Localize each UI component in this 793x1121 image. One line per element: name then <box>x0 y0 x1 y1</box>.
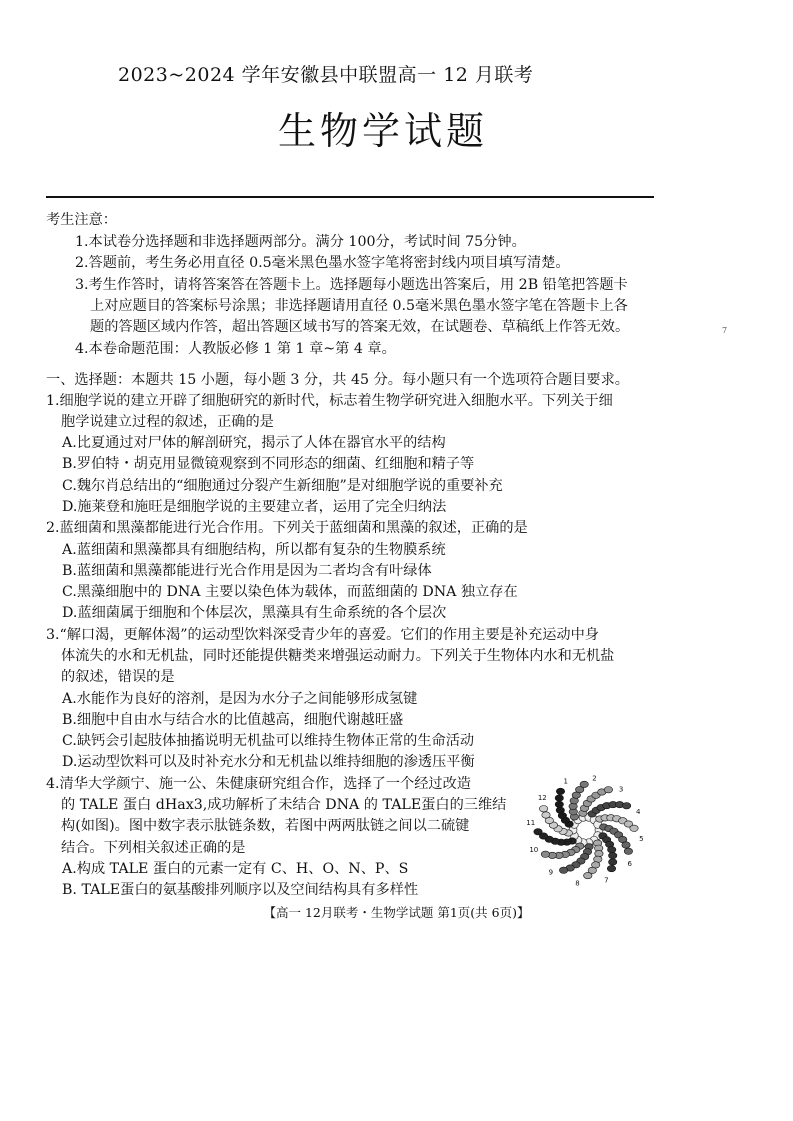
helix-bead <box>609 852 617 858</box>
helix-bead <box>559 867 567 873</box>
question-2-option-d: D.蓝细菌属于细胞和个体层次，黑藻具有生命系统的各个层次 <box>62 605 447 621</box>
strand-label: 7 <box>604 876 609 885</box>
question-1-stem: 1.细胞学说的建立开辟了细胞研究的新时代，标志着生物学研究进入细胞水平。下列关于细 <box>46 393 613 409</box>
strand-label: 5 <box>639 835 644 844</box>
helix-bead <box>622 842 630 848</box>
notice-item-1: 1.本试卷分选择题和非选择题两部分。满分 100分，考试时间 75分钟。 <box>75 234 526 250</box>
question-1-option-d: D.施莱登和施旺是细胞学说的主要建立者，运用了完全归纳法 <box>62 499 447 515</box>
question-2-option-a: A.蓝细菌和黑藻都具有细胞结构，所以都有复杂的生物膜系统 <box>62 542 446 558</box>
helix-bead <box>608 847 616 853</box>
helix-bead <box>607 865 615 871</box>
question-2-stem: 2.蓝细菌和黑藻都能进行光合作用。下列关于蓝细菌和黑藻的叙述，正确的是 <box>46 520 528 536</box>
helix-bead <box>555 801 563 807</box>
question-2-option-c: C.黑藻细胞中的 DNA 主要以染色体为载体，而蓝细菌的 DNA 独立存在 <box>62 584 518 600</box>
question-3-stem: 3.“解口渴，更解体渴”的运动型饮料深受青少年的喜爱。它们的作用主要是补充运动中身 <box>46 627 599 643</box>
question-3-option-b: B.细胞中自由水与结合水的比值越高，细胞代谢越旺盛 <box>62 712 404 728</box>
helix-bead <box>622 803 630 809</box>
page-footer: 【高一 12月联考・生物学试题 第1页(共 6页)】 <box>263 905 530 920</box>
strand-label: 2 <box>592 774 597 783</box>
helix-bead <box>609 859 617 865</box>
helix-bead <box>556 788 564 794</box>
helix-bead <box>584 872 592 878</box>
question-3-option-a: A.水能作为良好的溶剂，是因为水分子之间能够形成氢键 <box>62 691 418 707</box>
section-heading: 一、选择题：本题共 15 小题，每小题 3 分，共 45 分。每小题只有一个选项符合题目要求。 <box>46 372 629 388</box>
strand-label: 8 <box>575 879 580 886</box>
helix-bead <box>580 781 588 787</box>
helix-bead <box>624 848 632 854</box>
protein-structure-diagram <box>506 770 662 886</box>
tale-protein-figure <box>506 770 662 886</box>
strand-label: 4 <box>635 807 641 816</box>
helix-bead <box>604 787 612 793</box>
question-4-stem-cont: 的 TALE 蛋白 dHax3,成功解析了未结合 DNA 的 TALE蛋白的三维结 <box>61 797 507 813</box>
strand-label: 3 <box>618 785 624 794</box>
notice-item-2: 2.答题前，考生务必用直径 0.5毫米黑色墨水签字笔将密封线内项目填写清楚。 <box>75 255 570 271</box>
notice-item-3-cont: 上对应题目的答案标号涂黑；非选择题请用直径 0.5毫米黑色墨水签字笔在答题卡上各 <box>90 298 628 314</box>
margin-mark: 7 <box>722 326 728 335</box>
helix-bead <box>539 806 547 812</box>
question-1-option-b: B.罗伯特・胡克用显微镜观察到不同形态的细菌、红细胞和精子等 <box>62 456 475 472</box>
strand-label: 12 <box>537 793 547 802</box>
strand-label: 9 <box>548 868 554 877</box>
notice-item-3: 3.考生作答时，请将答案答在答题卡上。选择题每小题选出答案后，用 2B 铅笔把答题卡 <box>75 277 628 293</box>
question-1-option-a: A.比夏通过对尸体的解剖研究，揭示了人体在器官水平的结构 <box>62 435 446 451</box>
strand-label: 11 <box>526 818 536 827</box>
question-1-stem-cont: 胞学说建立过程的叙述，正确的是 <box>61 414 274 430</box>
question-4-option-a: A.构成 TALE 蛋白的元素一定有 C、H、O、N、P、S <box>62 861 409 877</box>
strand-label: 10 <box>529 846 539 855</box>
question-4-stem-cont2: 构(如图)。图中数字表示肽链条数，若图中两两肽链之间以二硫键 <box>61 818 470 834</box>
helix-bead <box>556 807 564 813</box>
question-4-option-b: B. TALE蛋白的氨基酸排列顺序以及空间结构具有多样性 <box>62 882 419 898</box>
question-2-option-b: B.蓝细菌和黑藻都能进行光合作用是因为二者均含有叶绿体 <box>62 563 432 579</box>
notice-item-4: 4.本卷命题范围：人教版必修 1 第 1 章~第 4 章。 <box>75 341 396 357</box>
strand-label: 6 <box>627 860 632 869</box>
subject-title: 生物学试题 <box>278 109 489 153</box>
notice-heading: 考生注意： <box>46 212 117 228</box>
helix-bead <box>534 829 542 835</box>
question-4-stem: 4.清华大学颜宁、施一公、朱健康研究组合作，选择了一个经过改造 <box>46 776 471 792</box>
helix-bead <box>555 795 563 801</box>
question-3-option-c: C.缺钙会引起肢体抽搐说明无机盐可以维持生物体正常的生命活动 <box>62 733 475 749</box>
strand-label: 1 <box>563 777 568 786</box>
helix-bead <box>541 851 549 857</box>
question-3-option-d: D.运动型饮料可以及时补充水分和无机盐以维持细胞的渗透压平衡 <box>62 754 475 770</box>
question-4-stem-cont3: 结合。下列相关叙述正确的是 <box>61 840 246 856</box>
question-3-stem-cont2: 的叙述，错误的是 <box>61 669 175 685</box>
notice-item-3-cont2: 题的答题区域内作答，超出答题区域书写的答案无效，在试题卷、草稿纸上作答无效。 <box>90 319 630 335</box>
question-3-stem-cont: 体流失的水和无机盐，同时还能提供糖类来增强运动耐力。下列关于生物体内水和无机盐 <box>61 648 615 664</box>
question-1-option-c: C.魏尔肖总结出的“细胞通过分裂产生新细胞”是对细胞学说的重要补充 <box>62 478 503 494</box>
helix-bead <box>595 850 603 856</box>
helix-bead <box>542 812 550 818</box>
exam-title: 2023~2024 学年安徽县中联盟高一 12 月联考 <box>118 64 534 86</box>
header-divider <box>46 196 654 198</box>
helix-bead <box>630 825 638 831</box>
helix-bead <box>569 803 577 809</box>
